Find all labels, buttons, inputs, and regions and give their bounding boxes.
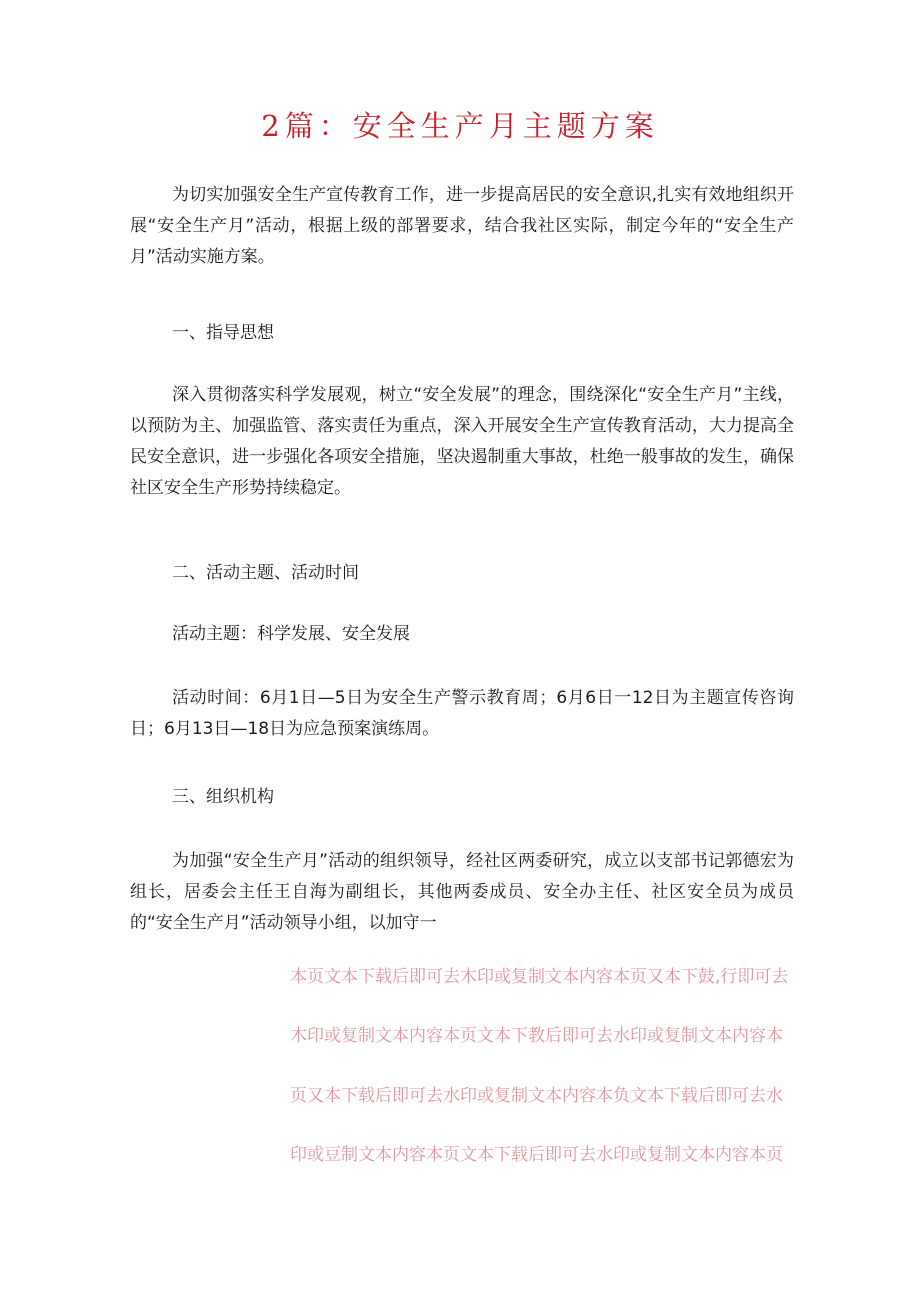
- document-title: 2篇：安全生产月主题方案: [261, 109, 659, 143]
- watermark-line: 页又本下载后即可去水印或复制文本内容本负文本下载后即可去水: [290, 1086, 783, 1106]
- section-heading-guiding-thought: 一、指导思想: [172, 323, 274, 343]
- organization-paragraph: 为加强“安全生产月”活动的组织领导，经社区两委研究，成立以支部书记郭德宏为组长，居委会主任王自海为副组长，其他两委成员、安全办主任、社区安全员为成员的“安全生产月”活动领导小组，以加守一: [130, 851, 794, 933]
- watermark-line: 印或豆制文本内容本页文本下载后即可去水印或复制文本内容本页: [290, 1145, 783, 1165]
- activity-time-paragraph: 活动时间：6月1日—5日为安全生产警示教育周；6月6日一12日为主题宣传咨询日；6月13日—18日为应急预案演练周。: [130, 688, 794, 739]
- section-heading-theme-time: 二、活动主题、活动时间: [172, 563, 359, 583]
- watermark-line: 木印或复制文本内容本页文本下教后即可去水印或复制文本内容本: [290, 1026, 783, 1046]
- guiding-thought-paragraph: 深入贯彻落实科学发展观，树立“安全发展”的理念，围绕深化“安全生产月”主线，以预防为主、加强监管、落实责任为重点，深入开展安全生产宣传教育活动，大力提高全民安全意识，进一步强化各项安全措施，坚决遏制重大事故，杜绝一般事故的发生，确保社区安全生产形势持续稳定。: [130, 385, 794, 498]
- activity-theme-line: 活动主题：科学发展、安全发展: [172, 624, 410, 644]
- intro-paragraph: 为切实加强安全生产宣传教育工作，进一步提高居民的安全意识,扎实有效地组织开展“安全生产月”活动，根据上级的部署要求，结合我社区实际，制定今年的“安全生产月”活动实施方案。: [130, 185, 794, 267]
- section-heading-organization: 三、组织机构: [172, 787, 274, 807]
- watermark-line: 本页文本下载后即可去木印或复制文本内容本页又本下鼓,行即可去: [290, 967, 789, 987]
